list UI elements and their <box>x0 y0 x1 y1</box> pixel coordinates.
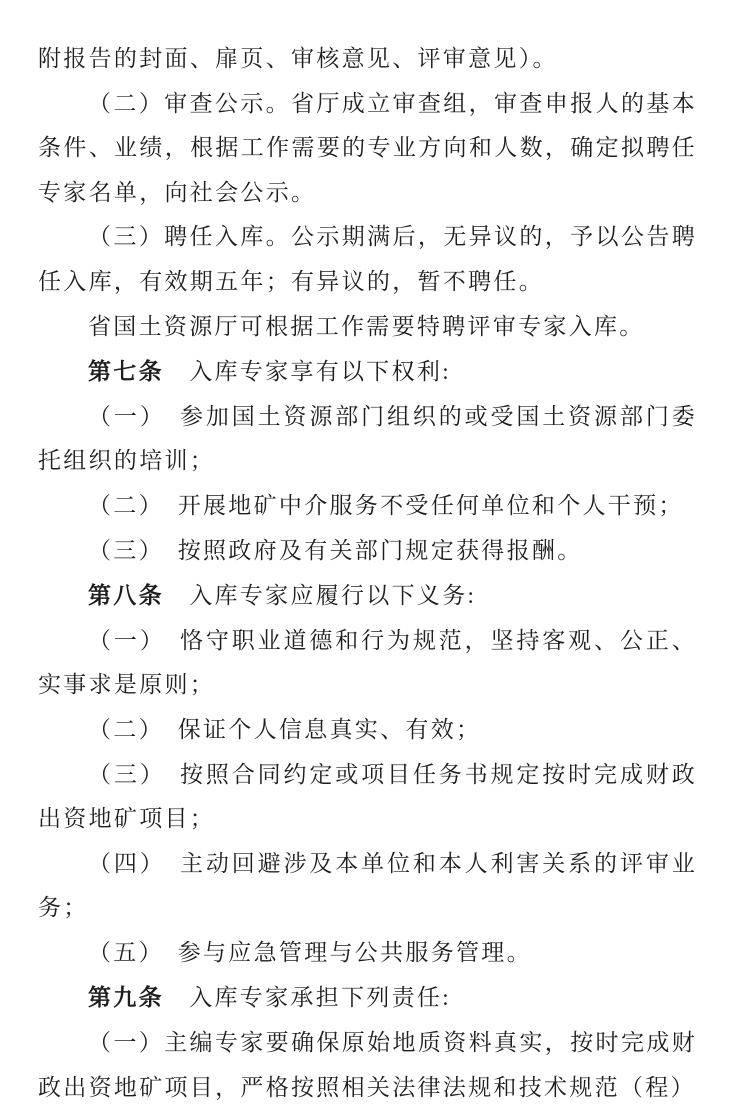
paragraph <box>38 573 697 619</box>
paragraph <box>38 37 697 82</box>
article-number: 第九条 <box>88 984 164 1011</box>
paragraph <box>38 931 697 976</box>
paragraph-text: （三） 按照合同约定或项目任务书规定按时完成财政出资地矿项目； <box>38 761 697 832</box>
paragraph <box>38 619 697 708</box>
paragraph <box>38 975 697 1021</box>
paragraph <box>38 395 697 484</box>
paragraph-text: （一） 参加国土资源部门组织的或受国土资源部门委托组织的培训； <box>38 403 697 474</box>
paragraph-text: 入库专家应履行以下义务: <box>163 583 477 609</box>
paragraph <box>38 1021 697 1110</box>
paragraph <box>38 708 697 753</box>
paragraph <box>38 753 697 842</box>
paragraph <box>38 484 697 529</box>
paragraph-text: （二） 开展地矿中介服务不受任何单位和个人干预； <box>88 492 684 518</box>
paragraph <box>38 82 697 216</box>
paragraph <box>38 349 697 395</box>
paragraph-text: 省国土资源厅可根据工作需要特聘评审专家入库。 <box>88 313 645 339</box>
document-body <box>38 37 697 1110</box>
paragraph-text: （四） 主动回避涉及本单位和本人利害关系的评审业务； <box>38 850 697 921</box>
paragraph <box>38 215 697 304</box>
article-number: 第七条 <box>88 358 164 385</box>
paragraph-text: 入库专家承担下列责任: <box>163 985 451 1011</box>
paragraph-text: （一）主编专家要确保原始地质资料真实，按时完成财政出资地矿项目，严格按照相关法律法规和技术规范（程） <box>38 1030 697 1100</box>
paragraph-text: （二）审查公示。省厅成立审查组，审查申报人的基本条件、业绩，根据工作需要的专业方向和人数，确定拟聘任专家名单，向社会公示。 <box>38 90 697 205</box>
paragraph-text: 附报告的封面、扉页、审核意见、评审意见）。 <box>38 46 558 71</box>
paragraph-text: （三） 按照政府及有关部门规定获得报酬。 <box>88 537 583 563</box>
article-number: 第八条 <box>88 582 164 609</box>
paragraph-text: 入库专家享有以下权利: <box>163 359 451 385</box>
paragraph-text: （五） 参与应急管理与公共服务管理。 <box>88 939 532 965</box>
paragraph <box>38 529 697 574</box>
paragraph-text: （三）聘任入库。公示期满后，无异议的，予以公告聘任入库，有效期五年；有异议的，暂不聘任。 <box>38 224 697 294</box>
paragraph <box>38 842 697 931</box>
paragraph-text: （一） 恪守职业道德和行为规范，坚持客观、公正、实事求是原则； <box>38 627 697 698</box>
paragraph-text: （二） 保证个人信息真实、有效； <box>88 716 482 742</box>
paragraph <box>38 305 697 350</box>
